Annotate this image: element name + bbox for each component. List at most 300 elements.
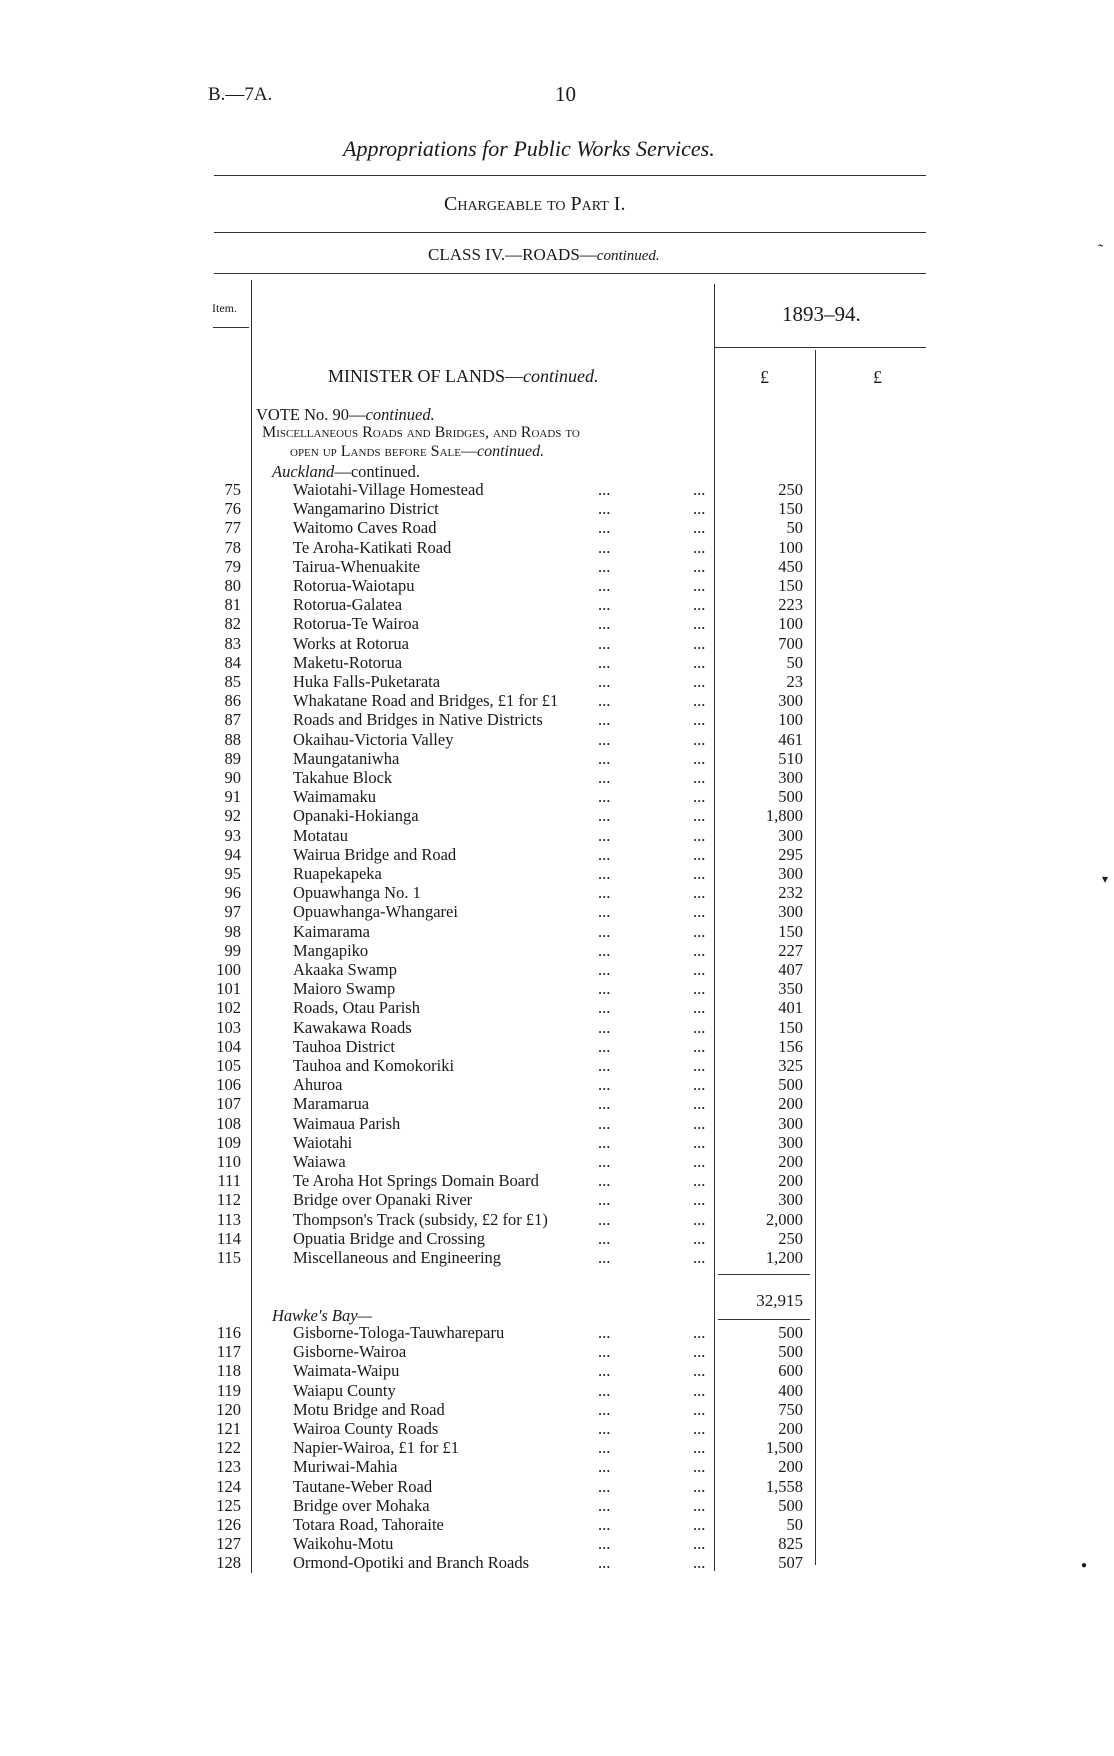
leader-dots: ... <box>693 844 706 864</box>
leader-dots: ... <box>693 768 706 787</box>
item-name: Wairua Bridge and Road <box>293 844 457 864</box>
item-name: Thompson's Track (subsidy, £2 for £1) <box>293 1209 548 1229</box>
leader-dots: ... <box>598 595 611 615</box>
item-number: 108 <box>216 1113 241 1133</box>
item-name: Ormond-Opotiki and Branch Roads <box>293 1553 530 1573</box>
leader-dots: ... <box>598 979 611 999</box>
leader-dots: ... <box>693 748 706 768</box>
item-amount: 200 <box>778 1457 803 1477</box>
table-row <box>0 1152 1114 1171</box>
item-number: 123 <box>216 1457 241 1477</box>
table-row <box>0 1553 1114 1572</box>
item-amount: 300 <box>778 1190 803 1210</box>
leader-dots: ... <box>598 1171 611 1191</box>
item-amount: 450 <box>778 556 803 576</box>
leader-dots: ... <box>598 1113 611 1133</box>
item-name: Rotorua-Waiotapu <box>293 576 415 595</box>
leader-dots: ... <box>598 825 611 845</box>
table-row <box>0 826 1114 845</box>
item-name: Waimamaku <box>293 787 376 807</box>
item-name: Whakatane Road and Bridges, £1 for £1 <box>293 691 559 711</box>
leader-dots: ... <box>693 864 706 883</box>
auckland-heading-name: Auckland <box>272 462 335 481</box>
table-row <box>0 576 1114 595</box>
table-row <box>0 1342 1114 1361</box>
leader-dots: ... <box>598 1094 611 1114</box>
item-number: 99 <box>224 940 241 960</box>
item-amount: 156 <box>778 1036 803 1056</box>
item-name: Motu Bridge and Road <box>293 1399 445 1419</box>
leader-dots: ... <box>598 748 611 768</box>
item-column-header: Item. <box>212 301 237 315</box>
item-name: Tairua-Whenuakite <box>293 556 421 576</box>
item-number: 93 <box>224 825 241 845</box>
item-name: Te Aroha-Katikati Road <box>293 537 452 557</box>
leader-dots: ... <box>693 1094 706 1114</box>
scan-mark-bottom: ● <box>1081 1560 1088 1571</box>
auckland-subtotal: 32,915 <box>756 1291 803 1310</box>
item-amount: 150 <box>778 576 803 595</box>
table-row <box>0 595 1114 614</box>
item-name: Waiawa <box>293 1152 346 1171</box>
item-number: 100 <box>216 960 241 979</box>
item-number: 119 <box>216 1380 241 1400</box>
item-amount: 325 <box>778 1056 803 1075</box>
item-name: Opuawhanga No. 1 <box>293 883 421 903</box>
leader-dots: ... <box>693 1248 706 1267</box>
table-row <box>0 902 1114 921</box>
leader-dots: ... <box>598 1190 611 1210</box>
item-number: 89 <box>224 748 241 768</box>
leader-dots: ... <box>693 1399 706 1419</box>
item-amount: 100 <box>778 537 803 557</box>
leader-dots: ... <box>693 480 706 499</box>
item-amount: 100 <box>778 614 803 634</box>
leader-dots: ... <box>598 1075 611 1095</box>
leader-dots: ... <box>598 1534 611 1554</box>
chargeable-heading: Chargeable to Part I. <box>444 193 626 215</box>
item-number: 103 <box>216 1017 241 1037</box>
leader-dots: ... <box>693 672 706 691</box>
misc-heading-line2-continued: continued. <box>476 443 545 460</box>
table-row <box>0 749 1114 768</box>
table-row <box>0 1438 1114 1457</box>
leader-dots: ... <box>598 1380 611 1400</box>
item-number: 117 <box>216 1342 241 1362</box>
item-name: Waimata-Waipu <box>293 1361 400 1381</box>
item-number: 82 <box>224 614 241 634</box>
item-amount: 227 <box>778 940 803 960</box>
table-row <box>0 1190 1114 1209</box>
leader-dots: ... <box>693 787 706 807</box>
leader-dots: ... <box>693 921 706 941</box>
leader-dots: ... <box>693 940 706 960</box>
table-row <box>0 499 1114 518</box>
item-amount: 295 <box>778 844 803 864</box>
leader-dots: ... <box>693 576 706 595</box>
leader-dots: ... <box>693 1036 706 1056</box>
item-name: Wairoa County Roads <box>293 1419 439 1438</box>
table-row <box>0 1534 1114 1553</box>
year-column-header: 1893–94. <box>782 302 861 326</box>
item-amount: 100 <box>778 710 803 730</box>
table-row <box>0 960 1114 979</box>
item-name: Maioro Swamp <box>293 979 396 999</box>
item-number: 86 <box>224 691 241 711</box>
leader-dots: ... <box>598 729 611 749</box>
table-row <box>0 691 1114 710</box>
vote-heading <box>256 405 435 425</box>
item-amount: 50 <box>786 518 803 538</box>
leader-dots: ... <box>693 710 706 730</box>
item-amount: 200 <box>778 1152 803 1171</box>
item-number: 112 <box>216 1190 241 1210</box>
item-number: 90 <box>224 768 241 787</box>
page-title: Appropriations for Public Works Services. <box>343 136 715 161</box>
item-number: 85 <box>224 672 241 691</box>
item-amount: 1,800 <box>765 806 803 826</box>
leader-dots: ... <box>693 1457 706 1477</box>
leader-dots: ... <box>693 691 706 711</box>
item-name: Motatau <box>293 825 348 845</box>
item-amount: 510 <box>778 748 803 768</box>
item-name: Ahuroa <box>293 1075 343 1095</box>
leader-dots: ... <box>693 883 706 903</box>
item-number: 79 <box>224 556 241 576</box>
item-name: Waitomo Caves Road <box>293 518 437 538</box>
misc-heading-line2 <box>290 443 544 461</box>
table-row <box>0 1056 1114 1075</box>
item-amount: 500 <box>778 1342 803 1362</box>
leader-dots: ... <box>693 595 706 615</box>
table-row <box>0 1323 1114 1342</box>
table-row <box>0 710 1114 729</box>
vote-heading-text: VOTE No. 90— <box>256 405 366 424</box>
item-name: Waiotahi-Village Homestead <box>293 480 484 499</box>
leader-dots: ... <box>693 633 706 653</box>
minister-heading-continued: continued. <box>523 366 599 386</box>
item-amount: 350 <box>778 979 803 999</box>
leader-dots: ... <box>598 902 611 922</box>
table-row <box>0 806 1114 825</box>
item-name: Roads, Otau Parish <box>293 998 420 1018</box>
item-number: 128 <box>216 1553 241 1573</box>
item-amount: 600 <box>778 1361 803 1381</box>
item-amount: 750 <box>778 1399 803 1419</box>
leader-dots: ... <box>693 1132 706 1152</box>
table-row <box>0 864 1114 883</box>
leader-dots: ... <box>598 1399 611 1419</box>
item-number: 122 <box>216 1438 241 1458</box>
leader-dots: ... <box>598 998 611 1018</box>
leader-dots: ... <box>693 556 706 576</box>
leader-dots: ... <box>598 1209 611 1229</box>
item-number: 96 <box>224 883 241 903</box>
title-rule <box>214 175 926 176</box>
item-number: 105 <box>216 1056 241 1075</box>
leader-dots: ... <box>598 1228 611 1248</box>
leader-dots: ... <box>598 1419 611 1438</box>
item-name: Te Aroha Hot Springs Domain Board <box>293 1171 539 1191</box>
item-amount: 232 <box>778 883 803 903</box>
leader-dots: ... <box>693 902 706 922</box>
table-row <box>0 768 1114 787</box>
item-name: Roads and Bridges in Native Districts <box>293 710 543 730</box>
item-number: 77 <box>224 518 241 538</box>
leader-dots: ... <box>693 1361 706 1381</box>
item-header-rule <box>213 327 249 328</box>
subtotal-rule-top <box>718 1274 810 1275</box>
item-number: 87 <box>224 710 241 730</box>
item-number: 121 <box>216 1419 241 1438</box>
leader-dots: ... <box>598 672 611 691</box>
leader-dots: ... <box>598 844 611 864</box>
item-amount: 50 <box>786 1515 803 1534</box>
item-number: 101 <box>216 979 241 999</box>
table-row <box>0 1229 1114 1248</box>
scan-mark-right-2: ▾ <box>1102 872 1109 886</box>
item-number: 114 <box>216 1228 241 1248</box>
item-name: Opuatia Bridge and Crossing <box>293 1228 486 1248</box>
leader-dots: ... <box>598 576 611 595</box>
item-amount: 500 <box>778 1075 803 1095</box>
table-row <box>0 1419 1114 1438</box>
item-number: 107 <box>216 1094 241 1114</box>
class-heading-continued: continued. <box>596 248 660 264</box>
table-row <box>0 1515 1114 1534</box>
table-row <box>0 1381 1114 1400</box>
table-row <box>0 787 1114 806</box>
item-amount: 500 <box>778 1495 803 1515</box>
table-row <box>0 1018 1114 1037</box>
table-row <box>0 1361 1114 1380</box>
table-row <box>0 883 1114 902</box>
item-number: 125 <box>216 1495 241 1515</box>
leader-dots: ... <box>598 1476 611 1496</box>
item-number: 104 <box>216 1036 241 1056</box>
leader-dots: ... <box>598 1361 611 1381</box>
leader-dots: ... <box>693 614 706 634</box>
leader-dots: ... <box>693 1323 706 1342</box>
leader-dots: ... <box>693 1190 706 1210</box>
vote-heading-continued: continued. <box>365 405 435 424</box>
leader-dots: ... <box>598 556 611 576</box>
leader-dots: ... <box>693 1553 706 1573</box>
item-amount: 407 <box>778 960 803 979</box>
item-name: Rotorua-Te Wairoa <box>293 614 419 634</box>
table-row <box>0 979 1114 998</box>
item-number: 102 <box>216 998 241 1018</box>
item-name: Maramarua <box>293 1094 370 1114</box>
item-amount: 150 <box>778 1017 803 1037</box>
item-name: Gisborne-Wairoa <box>293 1342 407 1362</box>
leader-dots: ... <box>693 1017 706 1037</box>
item-amount: 23 <box>786 672 803 691</box>
leader-dots: ... <box>598 614 611 634</box>
item-name: Miscellaneous and Engineering <box>293 1248 502 1267</box>
leader-dots: ... <box>598 787 611 807</box>
table-row <box>0 1171 1114 1190</box>
auckland-heading <box>272 462 420 482</box>
item-number: 115 <box>216 1248 241 1267</box>
leader-dots: ... <box>693 537 706 557</box>
item-name: Napier-Wairoa, £1 for £1 <box>293 1438 460 1458</box>
item-amount: 461 <box>778 729 803 749</box>
item-number: 80 <box>224 576 241 595</box>
item-name: Opuawhanga-Whangarei <box>293 902 458 922</box>
item-amount: 300 <box>778 1113 803 1133</box>
leader-dots: ... <box>598 710 611 730</box>
leader-dots: ... <box>598 1036 611 1056</box>
document-ref: B.—7A. <box>208 84 273 105</box>
item-number: 109 <box>216 1132 241 1152</box>
leader-dots: ... <box>693 1228 706 1248</box>
leader-dots: ... <box>693 998 706 1018</box>
leader-dots: ... <box>598 1553 611 1573</box>
item-amount: 700 <box>778 633 803 653</box>
subtotal-rule-bottom <box>718 1319 810 1320</box>
item-number: 97 <box>224 902 241 922</box>
table-row <box>0 1457 1114 1476</box>
leader-dots: ... <box>693 1380 706 1400</box>
minister-heading <box>328 366 599 387</box>
item-amount: 250 <box>778 480 803 499</box>
leader-dots: ... <box>693 806 706 826</box>
item-amount: 150 <box>778 921 803 941</box>
leader-dots: ... <box>693 979 706 999</box>
item-amount: 507 <box>778 1553 803 1573</box>
leader-dots: ... <box>598 1438 611 1458</box>
item-number: 124 <box>216 1476 241 1496</box>
leader-dots: ... <box>598 633 611 653</box>
item-number: 81 <box>224 595 241 615</box>
item-amount: 200 <box>778 1171 803 1191</box>
leader-dots: ... <box>598 883 611 903</box>
item-name: Kawakawa Roads <box>293 1017 412 1037</box>
item-number: 120 <box>216 1399 241 1419</box>
leader-dots: ... <box>693 652 706 672</box>
leader-dots: ... <box>598 1342 611 1362</box>
item-name: Huka Falls-Puketarata <box>293 672 441 691</box>
table-row <box>0 634 1114 653</box>
table-row <box>0 480 1114 499</box>
leader-dots: ... <box>693 825 706 845</box>
table-row <box>0 557 1114 576</box>
leader-dots: ... <box>598 1248 611 1267</box>
item-amount: 825 <box>778 1534 803 1554</box>
table-row <box>0 614 1114 633</box>
table-row <box>0 998 1114 1017</box>
leader-dots: ... <box>598 960 611 979</box>
leader-dots: ... <box>598 1323 611 1342</box>
item-amount: 300 <box>778 691 803 711</box>
class-heading-text: CLASS IV.—ROADS— <box>428 245 597 264</box>
leader-dots: ... <box>598 518 611 538</box>
leader-dots: ... <box>693 1476 706 1496</box>
item-amount: 223 <box>778 595 803 615</box>
item-name: Maketu-Rotorua <box>293 652 403 672</box>
item-number: 75 <box>224 480 241 499</box>
item-name: Works at Rotorua <box>293 633 409 653</box>
item-number: 88 <box>224 729 241 749</box>
item-amount: 1,200 <box>765 1248 803 1267</box>
leader-dots: ... <box>598 1152 611 1171</box>
leader-dots: ... <box>598 1056 611 1075</box>
leader-dots: ... <box>693 1075 706 1095</box>
item-amount: 300 <box>778 864 803 883</box>
item-number: 84 <box>224 652 241 672</box>
table-row <box>0 672 1114 691</box>
table-row <box>0 1094 1114 1113</box>
leader-dots: ... <box>693 499 706 519</box>
item-amount: 1,558 <box>765 1476 803 1496</box>
item-number: 118 <box>216 1361 241 1381</box>
auckland-heading-suffix: —continued. <box>334 462 421 481</box>
subtitle-rule <box>214 232 926 233</box>
page-number: 10 <box>555 82 576 106</box>
item-amount: 300 <box>778 768 803 787</box>
item-amount: 400 <box>778 1380 803 1400</box>
item-amount: 50 <box>786 652 803 672</box>
year-header-rule <box>714 347 926 348</box>
item-amount: 300 <box>778 902 803 922</box>
item-name: Tauhoa District <box>293 1036 395 1056</box>
leader-dots: ... <box>598 940 611 960</box>
item-amount: 250 <box>778 1228 803 1248</box>
item-name: Kaimarama <box>293 921 370 941</box>
item-name: Ruapekapeka <box>293 864 382 883</box>
item-amount: 150 <box>778 499 803 519</box>
item-amount: 200 <box>778 1419 803 1438</box>
leader-dots: ... <box>598 652 611 672</box>
table-row <box>0 1210 1114 1229</box>
leader-dots: ... <box>693 1113 706 1133</box>
table-row <box>0 518 1114 537</box>
item-number: 91 <box>224 787 241 807</box>
leader-dots: ... <box>693 1495 706 1515</box>
leader-dots: ... <box>598 921 611 941</box>
item-name: Okaihau-Victoria Valley <box>293 729 454 749</box>
item-number: 113 <box>216 1209 241 1229</box>
item-name: Opanaki-Hokianga <box>293 806 419 826</box>
table-row <box>0 1075 1114 1094</box>
item-number: 83 <box>224 633 241 653</box>
item-name: Akaaka Swamp <box>293 960 398 979</box>
item-name: Rotorua-Galatea <box>293 595 403 615</box>
scan-mark-right: ˜ <box>1098 242 1104 259</box>
item-name: Maungataniwha <box>293 748 400 768</box>
item-name: Tautane-Weber Road <box>293 1476 433 1496</box>
table-row <box>0 1037 1114 1056</box>
leader-dots: ... <box>598 537 611 557</box>
item-name: Waikohu-Motu <box>293 1534 394 1554</box>
table-row <box>0 845 1114 864</box>
item-number: 110 <box>216 1152 241 1171</box>
pound-symbol-2: £ <box>873 367 882 387</box>
table-row <box>0 1496 1114 1515</box>
leader-dots: ... <box>693 960 706 979</box>
leader-dots: ... <box>693 1152 706 1171</box>
misc-heading-line2-text: open up Lands before Sale— <box>290 443 477 460</box>
item-amount: 300 <box>778 1132 803 1152</box>
item-number: 98 <box>224 921 241 941</box>
item-number: 95 <box>224 864 241 883</box>
item-amount: 1,500 <box>765 1438 803 1458</box>
item-number: 111 <box>217 1171 241 1191</box>
leader-dots: ... <box>598 480 611 499</box>
item-amount: 500 <box>778 1323 803 1342</box>
leader-dots: ... <box>693 1342 706 1362</box>
